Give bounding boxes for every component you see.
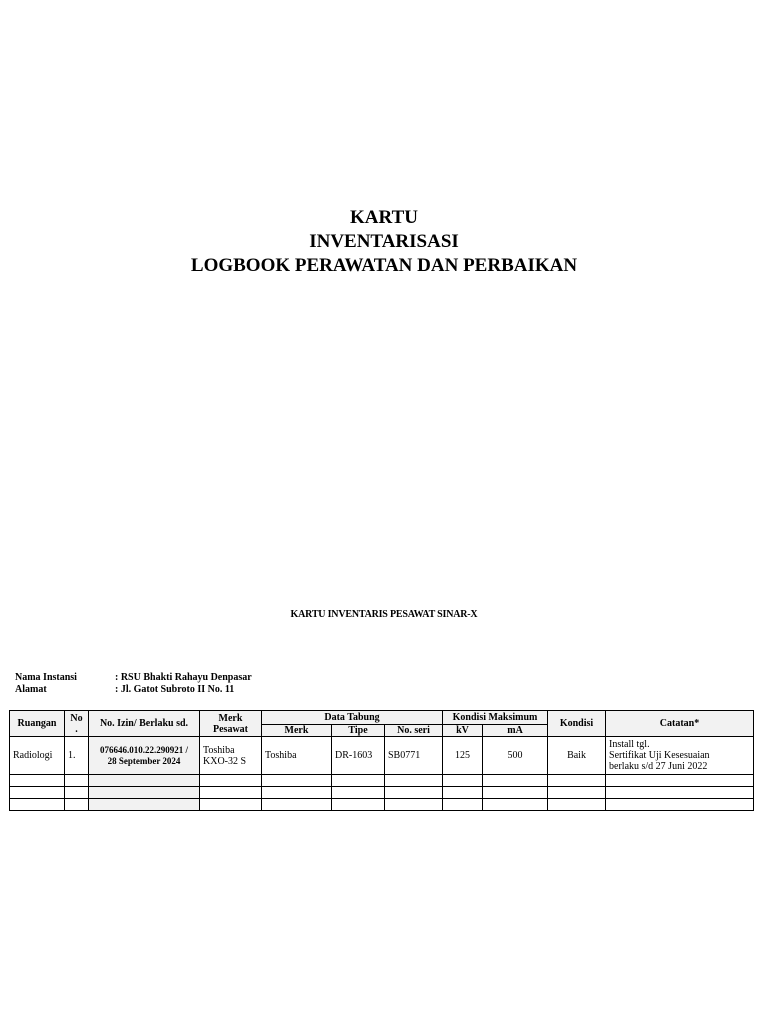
header-no-seri: No. seri	[385, 725, 443, 737]
table-row	[10, 799, 754, 811]
header-ruangan: Ruangan	[10, 711, 65, 737]
header-no-line2: .	[75, 723, 78, 735]
card-title: KARTU INVENTARIS PESAWAT SINAR-X	[290, 609, 478, 620]
document-title	[0, 206, 768, 278]
header-merk-pesawat-line1: Merk	[218, 712, 243, 724]
cell-merk-pesawat	[200, 737, 262, 775]
header-kv: kV	[443, 725, 483, 737]
table-row	[10, 787, 754, 799]
info-row-nama	[15, 672, 252, 684]
cell-izin-line2: 28 September 2024	[107, 755, 181, 766]
table-row	[10, 737, 754, 775]
header-kondisi-maksimum: Kondisi Maksimum	[443, 711, 548, 725]
institution-info	[15, 672, 252, 696]
cell-merk-pesawat-line1: Toshiba	[203, 744, 235, 756]
title-line-kartu: KARTU	[350, 207, 418, 228]
header-kondisi: Kondisi	[548, 711, 606, 737]
table-row	[10, 775, 754, 787]
cell-catatan-line1: Install tgl.	[609, 739, 650, 750]
cell-tipe: DR-1603	[332, 737, 385, 775]
cell-merk-pesawat-line2: KXO-32 S	[203, 755, 247, 767]
header-merk-pesawat	[200, 711, 262, 737]
header-catatan: Catatan*	[606, 711, 754, 737]
header-izin: No. Izin/ Berlaku sd.	[89, 711, 200, 737]
inventory-table	[9, 710, 754, 811]
nama-instansi-label: Nama Instansi	[15, 672, 77, 683]
header-ma: mA	[483, 725, 548, 737]
header-merk-pesawat-line2: Pesawat	[213, 723, 248, 735]
cell-kv: 125	[443, 737, 483, 775]
cell-kondisi: Baik	[548, 737, 606, 775]
cell-izin-line1: 076646.010.22.290921 /	[99, 744, 188, 755]
alamat-value: : Jl. Gatot Subroto II No. 11	[115, 684, 235, 695]
title-line-inventarisasi: INVENTARISASI	[309, 231, 459, 252]
nama-instansi-value: : RSU Bhakti Rahayu Denpasar	[115, 672, 252, 683]
cell-ruangan: Radiologi	[10, 737, 65, 775]
title-line-logbook: LOGBOOK PERAWATAN DAN PERBAIKAN	[190, 255, 578, 276]
header-data-tabung: Data Tabung	[262, 711, 443, 725]
cell-merk: Toshiba	[262, 737, 332, 775]
cell-catatan-line3: berlaku s/d 27 Juni 2022	[609, 761, 708, 772]
cell-catatan	[606, 737, 754, 775]
header-tipe: Tipe	[332, 725, 385, 737]
cell-catatan-line2: Sertifikat Uji Kesesuaian	[609, 750, 710, 761]
header-merk: Merk	[262, 725, 332, 737]
cell-no-seri: SB0771	[385, 737, 443, 775]
cell-ma: 500	[483, 737, 548, 775]
header-no-line1: No	[70, 712, 83, 724]
cell-izin	[89, 737, 200, 775]
cell-no: 1.	[65, 737, 89, 775]
alamat-label: Alamat	[15, 684, 47, 695]
header-no	[65, 711, 89, 737]
info-row-alamat	[15, 684, 252, 696]
